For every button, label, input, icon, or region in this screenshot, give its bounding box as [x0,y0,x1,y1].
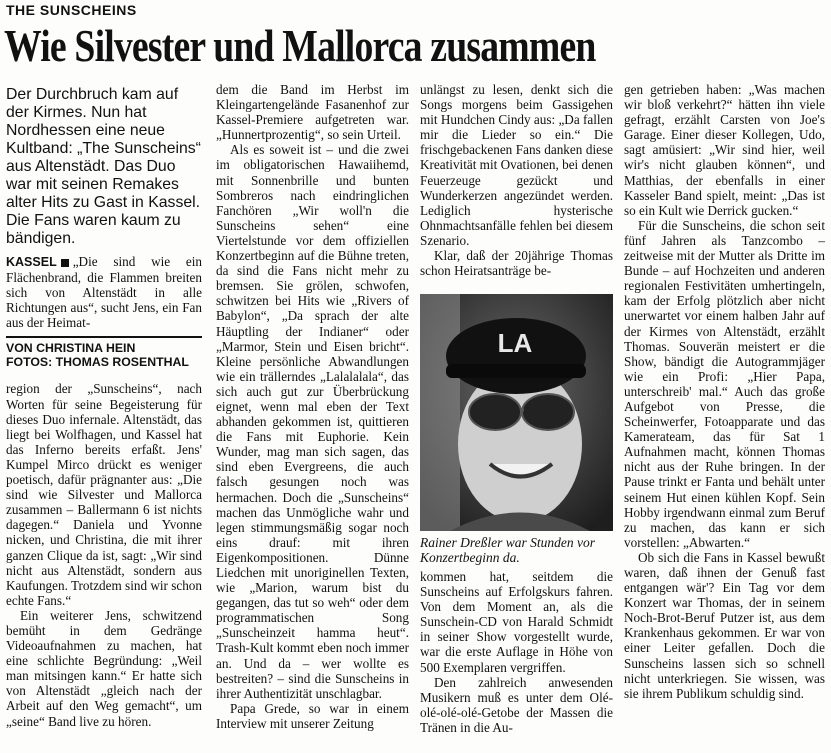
headline: Wie Silvester und Mallorca zusammen [4,20,596,71]
photo-caption: Rainer Dreßler war Stunden vor Konzertbeginn da. [420,535,595,565]
lede [6,86,202,248]
paragraph: Als es soweit ist – und die zwei im obligatorischen Hawaiihemd, mit Sonnenbrille und bunten Sombreros nach eindringlichen Fanchören „Wir woll'n die Sunscheins sehen“ eine Viertelstunde vor dem offiziellen Konzertbeginn auf die Bühne treten, da sind die Fans nicht mehr zu bremsen. Sie grölen, schwofen, schwitzen bei Hits wie „Rivers of Babylon“, „Da sprach der alte Häuptling der Indianer“ oder „Marmor, Stein und Eisen bricht“. Kleine persönliche Abwandlungen wie ein trällerndes „Lalalalala“, das sich auch gut zur Überbrückung eignet, wenn mal eben der Text abhanden gekommen ist, quittieren die Fans mit Euphorie. Kein Wunder, mag man sich sagen, das sind eben Evergreens, die auch falsch gesungen noch was hermachen. Doch die „Sunscheins“ machen das Unmögliche wahr und legen stimmungsmäßig sogar noch eins drauf: mit ihren Eigenkompositionen. Dünne Liedchen mit unoriginellen Texten, wie „Marion, warum bist du gegangen, das tut so weh“ oder dem programmatischen Song „Sunscheinzeit hamma heut“. Trash-Kult kommt eben noch immer an. Und da – wer wollte es bestreiten? – sind die Sunscheins in ihrer Authentizität unschlagbar. [216,142,409,701]
column-3 [420,82,613,278]
paragraph: dem die Band im Herbst im Kleingartengelände Fasanenhof zur Kassel-Premiere aufgetreten war. „Hunnertprozentig“, so sein Urteil. [216,82,409,143]
paragraph: Papa Grede, so war in einem Interview mit unserer Zeitung [216,700,409,731]
paragraph: Für die Sunscheins, die schon seit fünf Jahren als Tanzcombo – zeitweise mit der Mutter als Dritte im Bunde – auf Hochzeiten und anderen regionalen Festivitäten umhertingeln, kam der Erfolg plötzlich aber nicht unerwartet vor einem halben Jahr auf der Kirmes von Altenstädt, erzählt Thomas. Souverän meistert er die Show, bändigt die Autogrammjäger wie ein Profi: „Hier Papa, unterschreib' mal.“ Auch das große Aufgebot von Presse, die Scheinwerfer, Fotoapparate und das Kamerateam, das für Sat 1 Aufnahmen macht, können Thomas nicht aus der Ruhe bringen. In der Pause trinkt er Fanta und behält unter seinem Hut einen kühlen Kopf. Sein Hobby irgendwann einmal zum Beruf zu machen, das kann er sich vorstellen: „Abwarten.“ [624,217,825,550]
column-1 [6,86,202,729]
dateline-square-icon [61,259,69,267]
lede-text: Der Durchbruch kam auf der Kirmes. Nun hat Nordhessen eine neue Kultband: „The Sunscheins“ aus Altenstädt. Das Duo war mit seinen Remakes alter Hits zu Gast in Kassel. Die Fans waren kaum zu bändigen. [6,86,201,247]
byline-author: VON CHRISTINA HEIN [6,341,136,356]
column-3-continued [420,569,613,735]
dateline: KASSEL [6,255,57,269]
paragraph: Klar, daß der 20jährige Thomas schon Heiratsanträge be- [420,248,613,279]
column-2 [216,82,409,731]
paragraph: unlängst zu lesen, denkt sich die Songs morgens beim Gassigehen mit Hundchen Cindy aus: „Da fallen mir die Lieder so ein.“ Die frischgebackenen Fans danken diese Kreativität mit Ovationen, bei denen Feuerzeuge gezückt und Wunderkerzen angezündet werden. Lediglich hysterische Ohnmachtsanfälle fehlen bei diesem Szenario. [420,82,614,248]
kicker: THE SUNSCHEINS [6,2,137,18]
paragraph: kommen hat, seitdem die Sunscheins auf Erfolgskurs fahren. Von dem Moment an, als die Sunschein-CD von Harald Schmidt in seiner Show vorgestellt wurde, war die erste Auflage in Höhe von 500 Exemplaren vergriffen. [420,569,613,675]
byline [6,336,202,369]
photo-image [420,294,613,531]
byline-photos: FOTOS: THOMAS ROSENTHAL [6,355,189,370]
intro-text: „Die sind wie ein Flächenbrand, die Flammen breiten sich von Altenstädt in alle Richtungen aus“, sucht Jens, ein Fan aus der Heimat- [6,254,202,331]
column-4 [624,82,825,701]
paragraph: Den zahlreich anwesenden Musikern muß es unter dem Olé-olé-olé-olé-Getobe der Massen die Tränen in die Au- [420,674,613,735]
paragraph: Ein weiterer Jens, schwitzend bemüht in dem Gedränge Videoaufnahmen zu machen, hat eine schlichte Begründung: „Weil man mitsingen kann.“ Er hatte sich von Altenstädt „gleich nach der Arbeit auf den Weg gemacht“, um „seine“ Band live zu hören. [6,607,202,729]
photo-fan-with-cap [420,294,613,531]
paragraph: Ob sich die Fans in Kassel bewußt waren, daß ihnen der Genuß fast entgangen wär'? Ein Tag vor dem Konzert war Thomas, der in seinem Noch-Brot-Beruf Putzer ist, aus dem Krankenhaus gekommen. Er war von einer Leiter gefallen. Doch die Sunscheins lassen sich so schnell nicht unterkriegen. Sie wissen, was sie ihrem Publikum schuldig sind. [624,549,825,701]
paragraph: region der „Sunscheins“, nach Worten für seine Begeisterung für dieses Duo infernale. Altenstädt, das liegt bei Wolfhagen, und Kassel hat das Inferno bereits erfaßt. Jens' Kumpel Mirco drückt es weniger poetisch, dafür prägnanter aus: „Die sind wie Silvester und Mallorca zusammen – Ballermann 6 ist nichts dagegen.“ Daniela und Yvonne nicken, und Christina, die mit ihrer ganzen Clique da ist, sagt: „Wir sind nicht aus Altenstädt, sondern aus Kaufungen. Trotzdem sind wir schon echte Fans.“ [6,381,202,608]
svg-text:LA: LA [497,328,533,358]
intro-paragraph [6,254,202,330]
paragraph: gen getrieben haben: „Was machen wir bloß verkehrt?“ hätten ihn viele gefragt, erzählt Carsten von Joe's Garage. Einer dieser Kollegen, Udo, sagt amüsiert: „Wir sind hier, weil wir's nicht glauben können“, und Matthias, der ebenfalls in einer Kasseler Band spielt, meint: „Das ist so ein Kult wie Derrick gucken.“ [624,82,825,218]
